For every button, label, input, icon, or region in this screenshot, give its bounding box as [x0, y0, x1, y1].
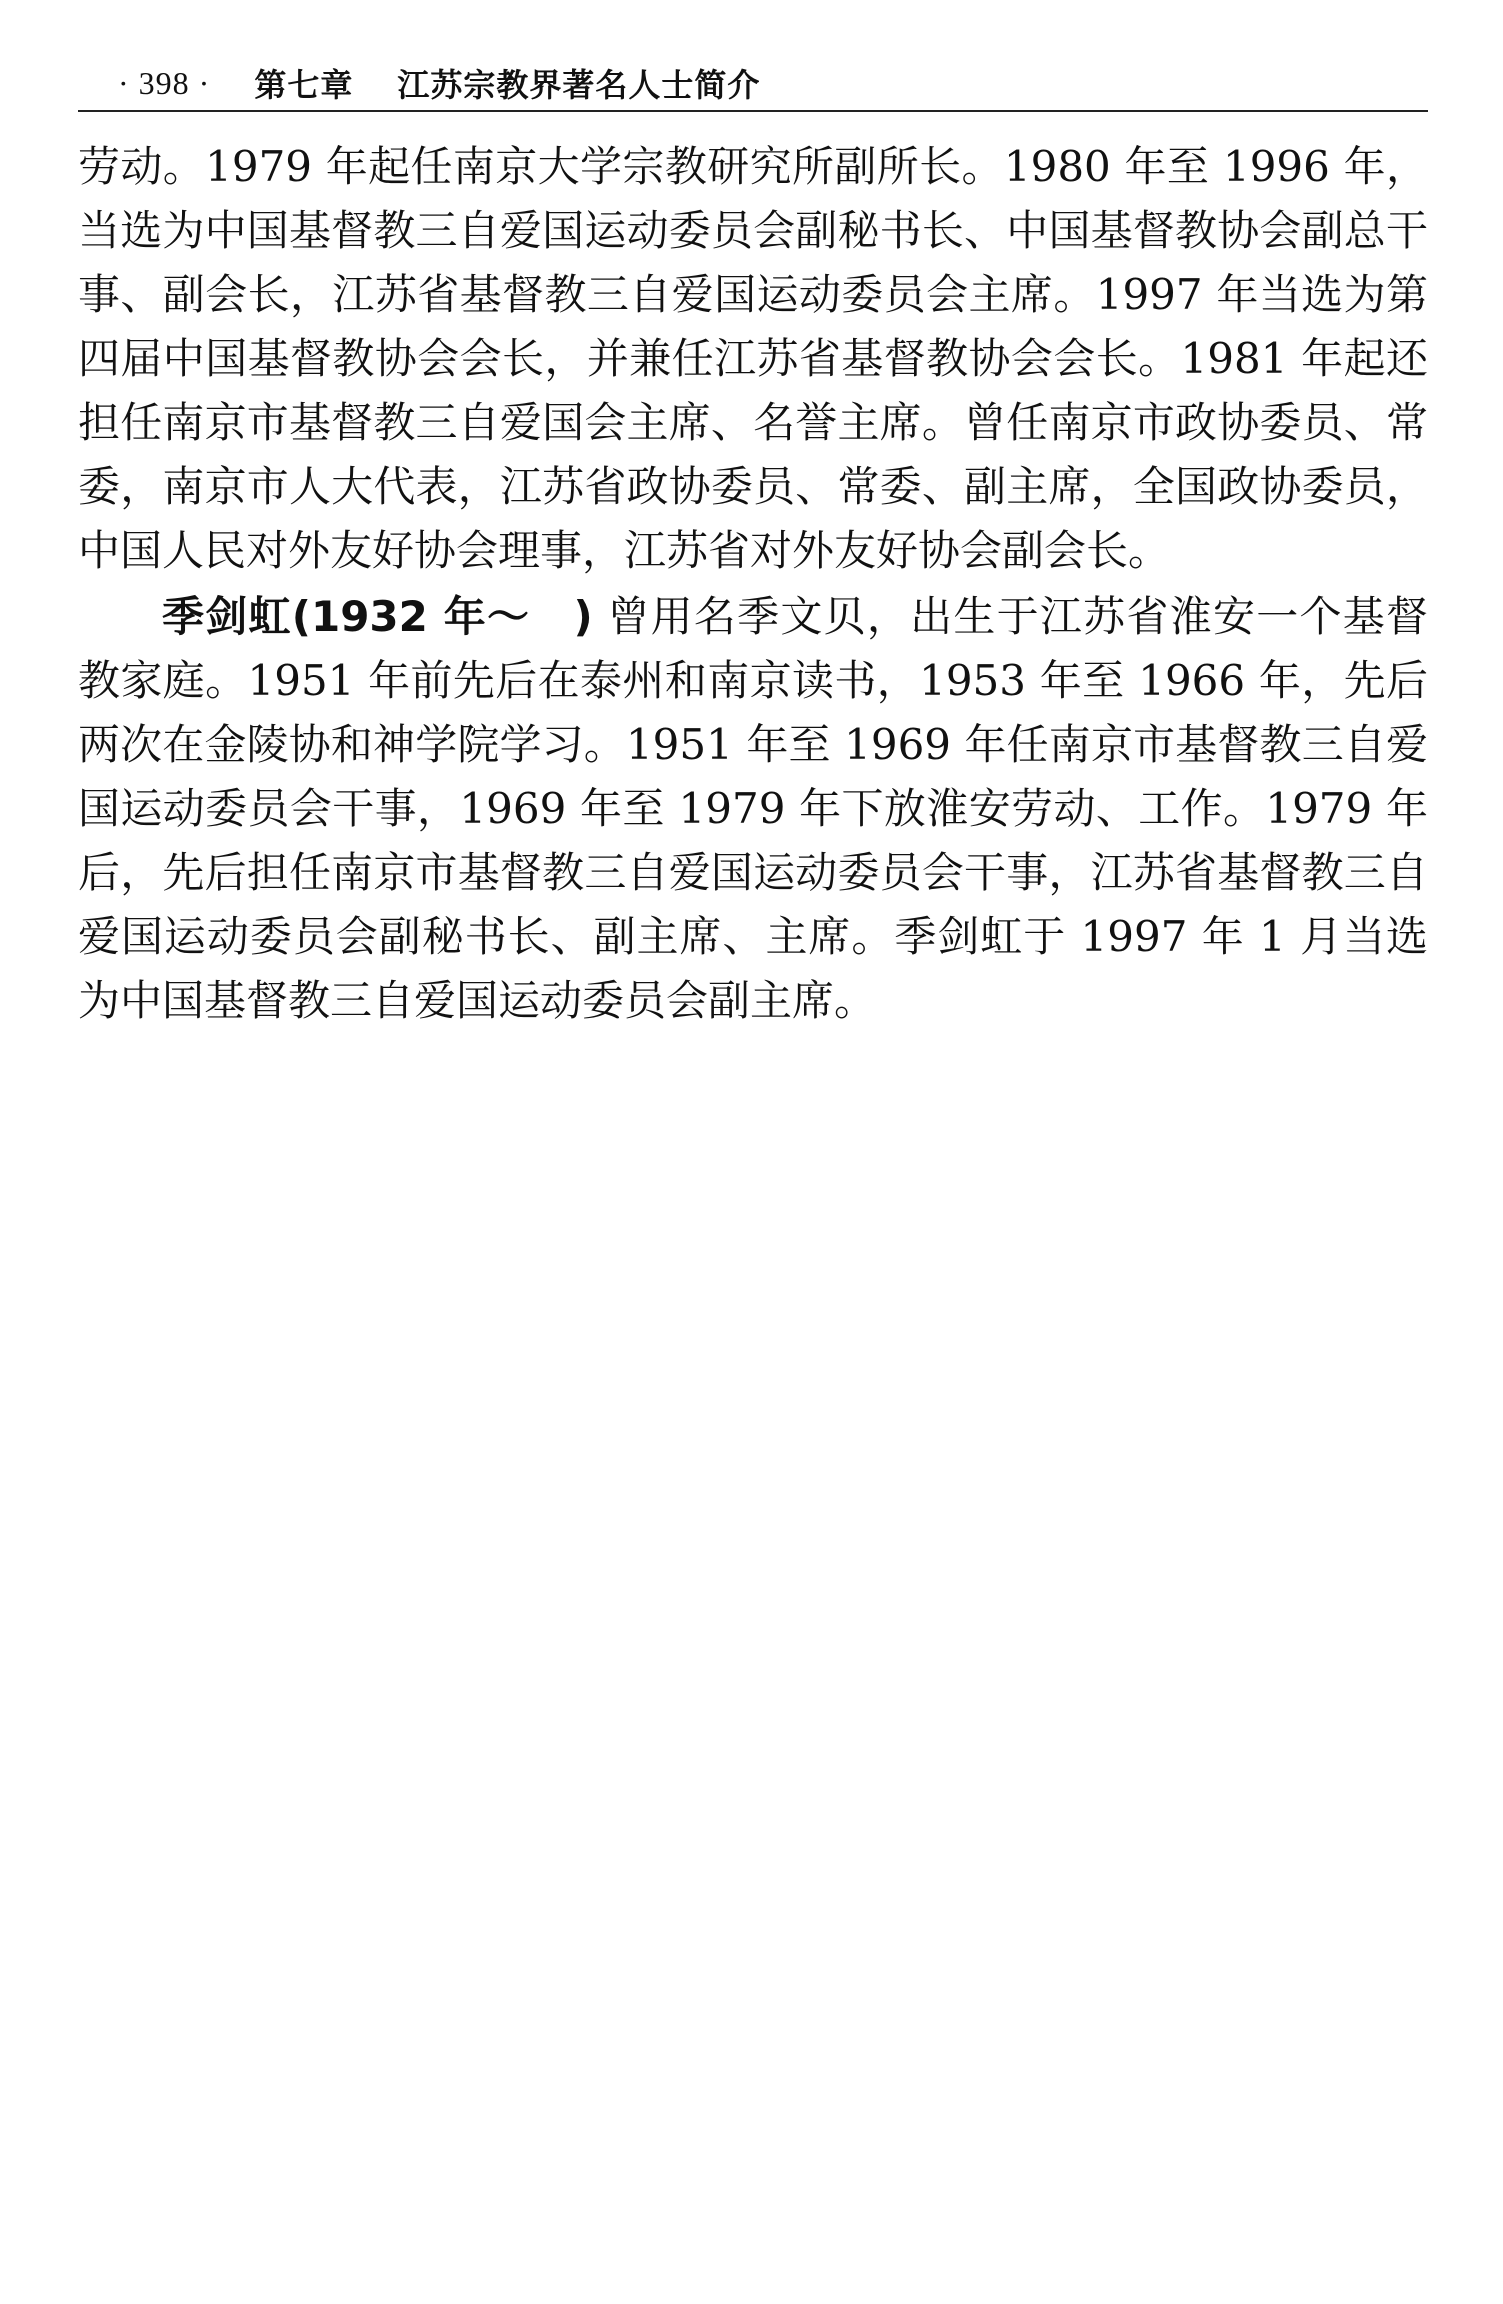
biography-heading: 季剑虹(1932 年～ ): [162, 592, 593, 641]
body-text: [78, 135, 1428, 1033]
paragraph-text: 曾用名季文贝，出生于江苏省淮安一个基督教家庭。1951 年前先后在泰州和南京读书，1953 年至 1966 年，先后两次在金陵协和神学院学习。1951 年至 1969 年任南京市基督教三自爱国运动委员会干事，1969 年至 1979 年下放淮安劳动、工作。1979 年后，先后担任南京市基督教三自爱国运动委员会干事，江苏省基督教三自爱国运动委员会副秘书长、副主席、主席。季剑虹于 1997 年 1 月当选为中国基督教三自爱国运动委员会副主席。: [78, 592, 1428, 1025]
running-header: [118, 58, 1438, 108]
header-rule: [78, 110, 1428, 112]
page-number: · 398 ·: [118, 64, 211, 101]
paragraph-continued: [78, 135, 1428, 583]
chapter-title: 江苏宗教界著名人士简介: [397, 66, 761, 104]
paragraph-biography: [78, 585, 1428, 1033]
chapter-label: 第七章: [254, 66, 354, 104]
paragraph-text: 劳动。1979 年起任南京大学宗教研究所副所长。1980 年至 1996 年，当选为中国基督教三自爱国运动委员会副秘书长、中国基督教协会副总干事、副会长，江苏省基督教三自爱国运动委员会主席。1997 年当选为第四届中国基督教协会会长，并兼任江苏省基督教协会会长。1981 年起还担任南京市基督教三自爱国会主席、名誉主席。曾任南京市政协委员、常委，南京市人大代表，江苏省政协委员、常委、副主席，全国政协委员，中国人民对外友好协会理事，江苏省对外友好协会副会长。: [78, 142, 1428, 575]
